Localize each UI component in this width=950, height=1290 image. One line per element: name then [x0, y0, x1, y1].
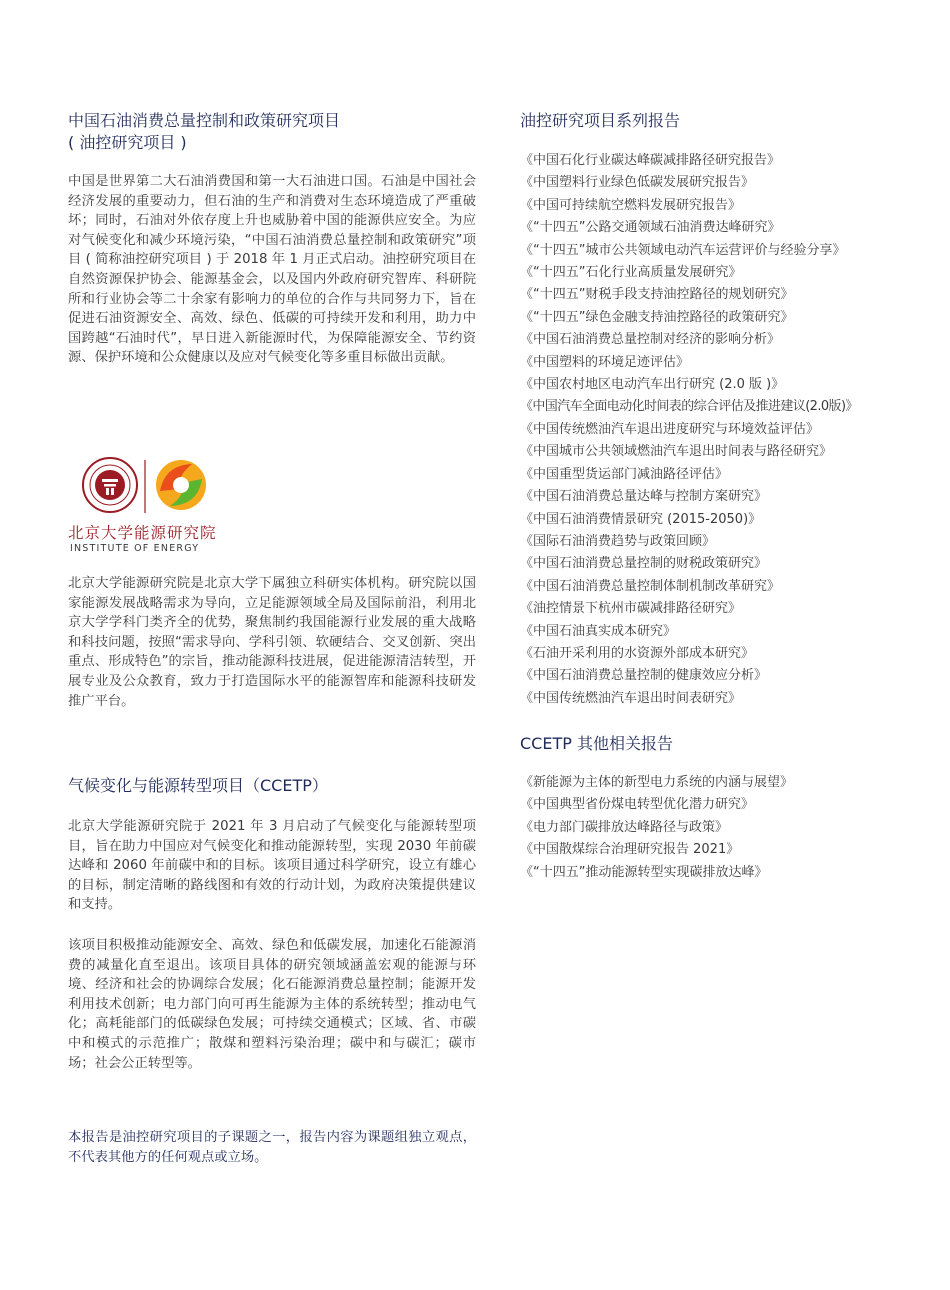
- report-item: 《中国农村地区电动汽车出行研究 (2.0 版 )》: [520, 377, 785, 393]
- report-item: 《电力部门碳排放达峰路径与政策》: [520, 819, 729, 835]
- institute-name-cn: 北京大学能源研究院: [68, 524, 217, 542]
- other-reports-list: [520, 772, 793, 884]
- series-reports-list: [520, 150, 858, 710]
- report-item: 《“十四五”公路交通领域石油消费达峰研究》: [520, 220, 781, 236]
- report-item: 《中国石油消费情景研究 (2015-2050)》: [520, 511, 762, 527]
- intro-title-line2: ( 油控研究项目 ): [68, 133, 187, 152]
- report-item: 《中国传统燃油汽车退出时间表研究》: [520, 690, 742, 706]
- report-item: 《中国散煤综合治理研究报告 2021》: [520, 842, 740, 858]
- intro-heading: [68, 110, 340, 154]
- report-item: 《中国汽车全面电动化时间表的综合评估及推进建议(2.0版)》: [520, 399, 858, 415]
- institute-name-en: INSTITUTE OF ENERGY: [70, 543, 200, 554]
- report-item: 《中国城市公共领域燃油汽车退出时间表与路径研究》: [520, 444, 833, 460]
- report-item: 《国际石油消费趋势与政策回顾》: [520, 533, 716, 549]
- report-item: 《“十四五”财税手段支持油控路径的规划研究》: [520, 287, 794, 303]
- ccetp-paragraph-2: 该项目积极推动能源安全、高效、绿色和低碳发展，加速化石能源消费的减量化直至退出。该项目具体的研究领域涵盖宏观的能源与环境、经济和社会的协调综合发展；化石能源消费总量控制；能源开发利用技术创新；电力部门向可再生能源为主体的系统转型；推动电气化；高耗能部门的低碳绿色发展；可持续交通模式；区域、省、市碳中和模式的示范推广；散煤和塑料污染治理；碳中和与碳汇；碳市场；社会公正转型等。: [68, 938, 476, 1071]
- report-item: 《中国塑料行业绿色低碳发展研究报告》: [520, 175, 755, 191]
- report-item: 《“十四五”推动能源转型实现碳排放达峰》: [520, 864, 768, 880]
- intro-paragraph: 中国是世界第二大石油消费国和第一大石油进口国。石油是中国社会经济发展的重要动力，但石油的生产和消费对生态环境造成了严重破坏；同时，石油对外依存度上升也威胁着中国的能源供应安全。为应对气候变化和减少环境污染，“中国石油消费总量控制和政策研究”项目 ( 简称油控研究项目 ) 于 2018 年 1 月正式启动。油控研究项目在自然资源保护协会、能源基金会，以及国内外政府研究智库、科研院所和行业协会等二十余家有影响力的单位的合作与共同努力下，旨在促进石油资源安全、高效、绿色、低碳的可持续开发和利用，助力中国跨越“石油时代”，早日进入新能源时代，为保障能源安全、节约资源、保护环境和公众健康以及应对气候变化等多重目标做出贡献。: [68, 174, 476, 366]
- report-item: 《中国典型省份煤电转型优化潜力研究》: [520, 797, 755, 813]
- report-item: 《“十四五”绿色金融支持油控路径的政策研究》: [520, 309, 794, 325]
- report-item: 《中国石油消费总量控制的财税政策研究》: [520, 556, 768, 572]
- report-item: 《中国塑料的环境足迹评估》: [520, 354, 690, 370]
- report-item: 《中国石油真实成本研究》: [520, 623, 677, 639]
- report-item: 《油控情景下杭州市碳减排路径研究》: [520, 601, 742, 617]
- report-item: 《中国石油消费总量控制的健康效应分析》: [520, 668, 768, 684]
- energy-swirl-icon: [156, 460, 206, 510]
- report-item: 《中国石油消费总量控制对经济的影响分析》: [520, 332, 781, 348]
- report-item: 《中国传统燃油汽车退出进度研究与环境效益评估》: [520, 421, 820, 437]
- ccetp-heading: 气候变化与能源转型项目（CCETP）: [68, 776, 328, 795]
- report-item: 《中国可持续航空燃料发展研究报告》: [520, 197, 742, 213]
- report-item: 《中国重型货运部门减油路径评估》: [520, 466, 729, 482]
- institute-paragraph: 北京大学能源研究院是北京大学下属独立科研实体机构。研究院以国家能源发展战略需求为导向，立足能源领域全局及国际前沿，利用北京大学学科门类齐全的优势，聚焦制约我国能源行业发展的重大战略和科技问题，按照“需求导向、学科引领、软硬结合、交叉创新、突出重点、形成特色”的宗旨，推动能源科技进展，促进能源清洁转型，开展专业及公众教育，致力于打造国际水平的能源智库和能源科技研发推广平台。: [68, 576, 476, 709]
- report-item: 《中国石化行业碳达峰碳减排路径研究报告》: [520, 153, 781, 168]
- report-item: 《石油开采利用的水资源外部成本研究》: [520, 645, 755, 661]
- report-item: 《“十四五”城市公共领域电动汽车运营评价与经验分享》: [520, 242, 846, 258]
- disclaimer-paragraph: 本报告是油控研究项目的子课题之一，报告内容为课题组独立观点，不代表其他方的任何观点或立场。: [68, 1130, 476, 1165]
- pku-seal-icon: [83, 458, 137, 512]
- report-item: 《新能源为主体的新型电力系统的内涵与展望》: [520, 775, 794, 790]
- report-item: 《中国石油消费总量达峰与控制方案研究》: [520, 489, 768, 505]
- report-item: 《“十四五”石化行业高质量发展研究》: [520, 265, 742, 281]
- ccetp-paragraph-1: 北京大学能源研究院于 2021 年 3 月启动了气候变化与能源转型项目，旨在助力中国应对气候变化和推动能源转型，实现 2030 年前碳达峰和 2060 年前碳中和的目标。该项目通过科学研究，设立有雄心的目标，制定清晰的路线图和有效的行动计划，为政府决策提供建议和支持。: [68, 819, 476, 913]
- other-reports-heading: CCETP 其他相关报告: [520, 734, 673, 753]
- intro-title-line1: 中国石油消费总量控制和政策研究项目: [68, 111, 341, 130]
- series-reports-heading: 油控研究项目系列报告: [520, 111, 681, 130]
- report-item: 《中国石油消费总量控制体制机制改革研究》: [520, 578, 781, 594]
- logo-text: [68, 523, 248, 555]
